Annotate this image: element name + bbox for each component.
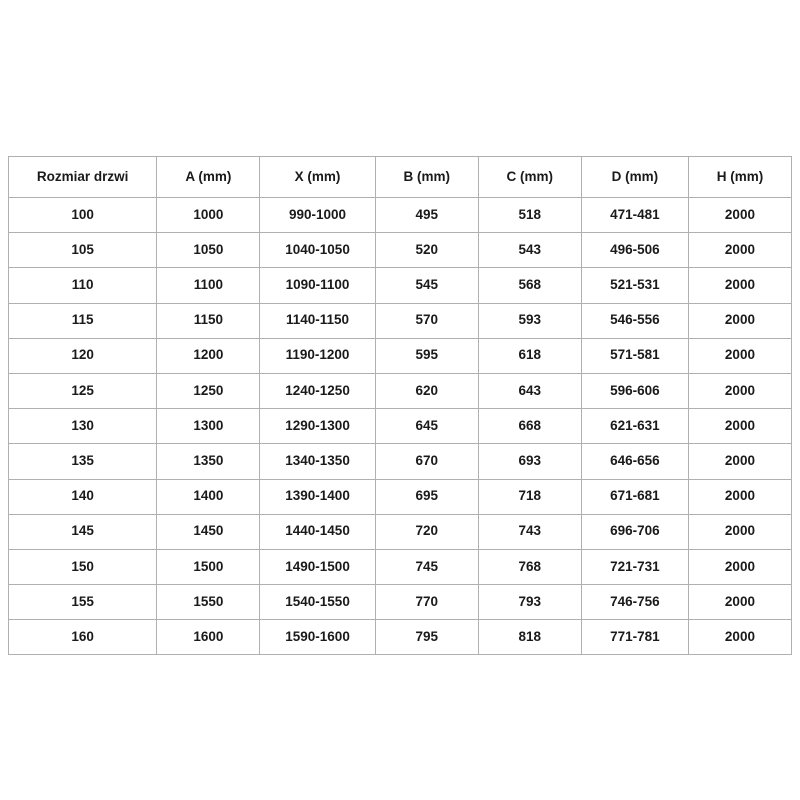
cell-c: 743 xyxy=(478,514,581,549)
cell-x: 1440-1450 xyxy=(260,514,375,549)
cell-x: 1540-1550 xyxy=(260,585,375,620)
cell-h: 2000 xyxy=(688,409,791,444)
cell-door-size: 150 xyxy=(9,549,157,584)
cell-x: 1040-1050 xyxy=(260,233,375,268)
cell-b: 595 xyxy=(375,338,478,373)
table-row xyxy=(9,409,792,444)
cell-c: 568 xyxy=(478,268,581,303)
cell-c: 768 xyxy=(478,549,581,584)
cell-a: 1600 xyxy=(157,620,260,655)
cell-door-size: 145 xyxy=(9,514,157,549)
cell-a: 1200 xyxy=(157,338,260,373)
table-row xyxy=(9,198,792,233)
cell-a: 1300 xyxy=(157,409,260,444)
cell-x: 1240-1250 xyxy=(260,373,375,408)
cell-door-size: 140 xyxy=(9,479,157,514)
cell-b: 795 xyxy=(375,620,478,655)
cell-d: 671-681 xyxy=(581,479,688,514)
table-body xyxy=(9,198,792,655)
cell-a: 1100 xyxy=(157,268,260,303)
cell-b: 720 xyxy=(375,514,478,549)
cell-a: 1000 xyxy=(157,198,260,233)
cell-b: 695 xyxy=(375,479,478,514)
cell-x: 1090-1100 xyxy=(260,268,375,303)
cell-door-size: 155 xyxy=(9,585,157,620)
cell-x: 1590-1600 xyxy=(260,620,375,655)
cell-h: 2000 xyxy=(688,620,791,655)
cell-h: 2000 xyxy=(688,585,791,620)
cell-x: 1390-1400 xyxy=(260,479,375,514)
cell-c: 818 xyxy=(478,620,581,655)
table-row xyxy=(9,373,792,408)
table-row xyxy=(9,514,792,549)
table-row xyxy=(9,549,792,584)
column-header-d: D (mm) xyxy=(581,157,688,198)
column-header-a: A (mm) xyxy=(157,157,260,198)
cell-a: 1550 xyxy=(157,585,260,620)
cell-d: 471-481 xyxy=(581,198,688,233)
cell-h: 2000 xyxy=(688,338,791,373)
cell-door-size: 135 xyxy=(9,444,157,479)
cell-c: 668 xyxy=(478,409,581,444)
cell-h: 2000 xyxy=(688,233,791,268)
table-row xyxy=(9,444,792,479)
cell-x: 1290-1300 xyxy=(260,409,375,444)
cell-door-size: 105 xyxy=(9,233,157,268)
cell-c: 618 xyxy=(478,338,581,373)
table-row xyxy=(9,303,792,338)
cell-door-size: 100 xyxy=(9,198,157,233)
cell-h: 2000 xyxy=(688,198,791,233)
cell-c: 543 xyxy=(478,233,581,268)
cell-h: 2000 xyxy=(688,514,791,549)
cell-c: 518 xyxy=(478,198,581,233)
cell-door-size: 120 xyxy=(9,338,157,373)
cell-d: 771-781 xyxy=(581,620,688,655)
cell-a: 1450 xyxy=(157,514,260,549)
cell-c: 593 xyxy=(478,303,581,338)
cell-d: 596-606 xyxy=(581,373,688,408)
cell-d: 746-756 xyxy=(581,585,688,620)
door-size-table xyxy=(8,156,792,655)
cell-b: 745 xyxy=(375,549,478,584)
cell-c: 693 xyxy=(478,444,581,479)
cell-a: 1250 xyxy=(157,373,260,408)
cell-d: 696-706 xyxy=(581,514,688,549)
cell-x: 1340-1350 xyxy=(260,444,375,479)
table-row xyxy=(9,620,792,655)
cell-a: 1350 xyxy=(157,444,260,479)
table-row xyxy=(9,268,792,303)
cell-d: 496-506 xyxy=(581,233,688,268)
table-row xyxy=(9,585,792,620)
cell-b: 495 xyxy=(375,198,478,233)
cell-h: 2000 xyxy=(688,479,791,514)
cell-d: 521-531 xyxy=(581,268,688,303)
column-header-b: B (mm) xyxy=(375,157,478,198)
cell-a: 1150 xyxy=(157,303,260,338)
table-row xyxy=(9,338,792,373)
cell-door-size: 115 xyxy=(9,303,157,338)
cell-h: 2000 xyxy=(688,303,791,338)
cell-b: 670 xyxy=(375,444,478,479)
cell-x: 1190-1200 xyxy=(260,338,375,373)
cell-b: 520 xyxy=(375,233,478,268)
table-header-row xyxy=(9,157,792,198)
cell-c: 643 xyxy=(478,373,581,408)
cell-door-size: 130 xyxy=(9,409,157,444)
cell-h: 2000 xyxy=(688,373,791,408)
cell-d: 646-656 xyxy=(581,444,688,479)
cell-h: 2000 xyxy=(688,268,791,303)
cell-x: 990-1000 xyxy=(260,198,375,233)
column-header-door-size: Rozmiar drzwi xyxy=(9,157,157,198)
cell-a: 1050 xyxy=(157,233,260,268)
cell-d: 571-581 xyxy=(581,338,688,373)
column-header-x: X (mm) xyxy=(260,157,375,198)
cell-b: 645 xyxy=(375,409,478,444)
cell-h: 2000 xyxy=(688,444,791,479)
table-row xyxy=(9,233,792,268)
cell-h: 2000 xyxy=(688,549,791,584)
cell-x: 1490-1500 xyxy=(260,549,375,584)
size-table-container xyxy=(8,156,792,655)
column-header-h: H (mm) xyxy=(688,157,791,198)
table-header xyxy=(9,157,792,198)
cell-b: 545 xyxy=(375,268,478,303)
cell-d: 546-556 xyxy=(581,303,688,338)
cell-d: 721-731 xyxy=(581,549,688,584)
cell-c: 793 xyxy=(478,585,581,620)
cell-b: 570 xyxy=(375,303,478,338)
cell-a: 1500 xyxy=(157,549,260,584)
cell-d: 621-631 xyxy=(581,409,688,444)
table-row xyxy=(9,479,792,514)
cell-door-size: 160 xyxy=(9,620,157,655)
cell-door-size: 125 xyxy=(9,373,157,408)
cell-b: 620 xyxy=(375,373,478,408)
cell-door-size: 110 xyxy=(9,268,157,303)
column-header-c: C (mm) xyxy=(478,157,581,198)
cell-c: 718 xyxy=(478,479,581,514)
cell-a: 1400 xyxy=(157,479,260,514)
cell-b: 770 xyxy=(375,585,478,620)
cell-x: 1140-1150 xyxy=(260,303,375,338)
